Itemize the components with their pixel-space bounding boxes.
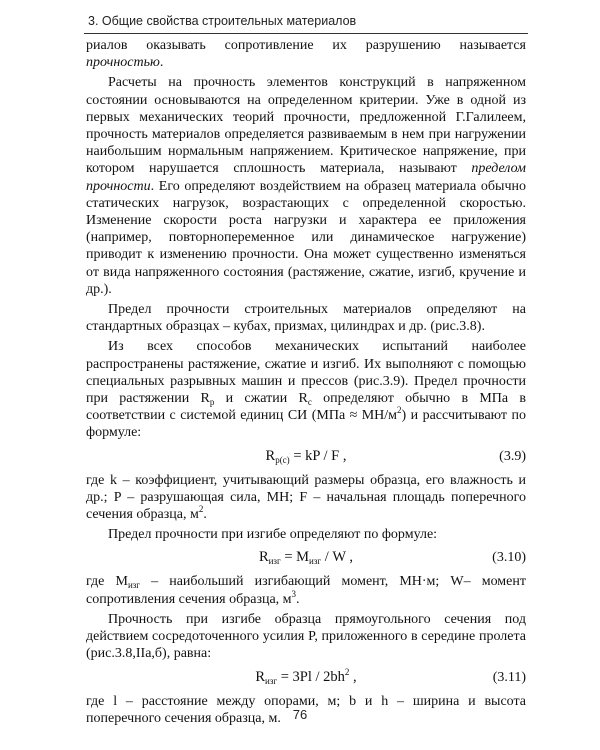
paragraph-3: Предел прочности строительных материалов определяют на стандартных образцах – кубах, призмах, цилиндрах и др. (рис.3.8). xyxy=(86,302,526,335)
paragraph-4 xyxy=(86,338,526,441)
formula-3-9-r: R xyxy=(265,447,276,464)
paragraph-5 xyxy=(86,472,526,524)
paragraph-5-sup: 2 xyxy=(198,504,204,515)
formula-3-9-expression xyxy=(86,448,526,465)
page-body xyxy=(86,37,526,727)
formula-3-11-tail: , xyxy=(349,668,357,685)
paragraph-7-sup: 3 xyxy=(291,588,297,599)
paragraph-5-part-b: . xyxy=(203,507,207,523)
paragraph-1-tail: . xyxy=(159,55,164,71)
page-number: 76 xyxy=(292,707,308,722)
term-ultimate-strength: пределом прочности xyxy=(86,161,526,194)
running-header: 3. Общие свойства строительных материалов xyxy=(88,14,357,28)
formula-3-11-sub: изг xyxy=(265,675,278,686)
paragraph-4-part-d: ) и рассчитывают по формуле: xyxy=(86,408,526,441)
formula-3-10-number: (3.10) xyxy=(492,550,526,566)
formula-3-11-expression xyxy=(86,666,526,686)
formula-3-10-r: R xyxy=(258,549,269,566)
paragraph-4-part-a: Из всех способов механических испытаний наиболее распространены растяжение, сжатие и изгиб. Их выполняют с помощью специальных разрывных машин и прессов (рис.3.9). Предел прочности при растяжении xyxy=(86,339,526,407)
term-strength: прочностью xyxy=(86,55,160,71)
header-rule xyxy=(84,33,528,34)
paragraph-7-sub: изг xyxy=(127,580,141,591)
paragraph-4-part-b: и сжатии xyxy=(214,391,299,407)
formula-3-10 xyxy=(86,546,526,570)
paragraph-7 xyxy=(86,573,526,607)
formula-3-10-mid: = M xyxy=(280,549,310,566)
formula-3-11-number: (3.11) xyxy=(492,669,526,685)
formula-3-10-rhs: / W , xyxy=(321,549,354,566)
paragraph-2 xyxy=(86,74,526,298)
paragraph-1 xyxy=(86,37,526,71)
formula-3-9-rhs: = kP / F , xyxy=(289,447,347,464)
paragraph-7-part-c: . xyxy=(296,591,300,607)
formula-3-11-sup: 2 xyxy=(344,666,350,677)
paragraph-6: Предел прочности при изгибе определяют по формуле: xyxy=(108,527,438,543)
paragraph-9: где l – расстояние между опорами, м; b и h – ширина и высота поперечного сечения образца, м. xyxy=(86,693,526,726)
formula-3-11-r: R xyxy=(255,668,266,685)
paragraph-5-part-a: где k – коэффициент, учитывающий размеры образца, его влажность и др.; P – разрушающая сила, МН; F – начальная площадь поперечного сечения образца, м xyxy=(86,472,526,523)
paragraph-4-part-c: определяют обычно в МПа в соответствии с системой единиц СИ (МПа ≈ МН/м xyxy=(86,391,527,424)
paragraph-7-part-b: – наибольший изгибающий момент, МН·м; W– момент сопротивления сечения образца, м xyxy=(86,574,526,607)
superscript-2: 2 xyxy=(397,405,402,416)
formula-3-10-sub: изг xyxy=(268,556,281,567)
paragraph-1-text: риалов оказывать сопротивление их разрушению называется xyxy=(86,38,526,53)
symbol-r-compression: R xyxy=(298,391,308,407)
paragraph-7-part-a: где M xyxy=(86,574,128,590)
formula-3-9-sub: р(с) xyxy=(275,454,290,465)
formula-3-9 xyxy=(86,445,526,469)
formula-3-10-expression xyxy=(86,549,526,566)
subscript-c: с xyxy=(307,397,312,408)
formula-3-10-sub2: изг xyxy=(309,556,322,567)
paragraph-2-part-b: . Его определяют воздействием на образец материала обычно статических нагрузок, возрастающих с определенной скоростью. Изменение скорости роста нагрузки и характера ее приложения (например, повторнопеременное или динамическое нагружение) приводит к изменению прочности. Она может существенно изменяться от вида напряженного состояния (растяжение, сжатие, изгиб, кручение и др.). xyxy=(86,178,526,297)
formula-3-9-number: (3.9) xyxy=(499,448,526,464)
formula-3-11-rhs: = 3Pl / 2bh xyxy=(277,668,345,685)
formula-3-11 xyxy=(86,666,526,690)
paragraph-8: Прочность при изгибе образца прямоугольного сечения под действием сосредоточенного усилия P, приложенного в середине пролета (рис.3.8,IIа,б), равна: xyxy=(86,611,526,662)
subscript-p: р xyxy=(209,397,215,408)
paragraph-2-part-a: Расчеты на прочность элементов конструкций в напряженном состоянии основываются на определенном критерии. Уже в одной из первых механических теорий прочности, предложенной Г.Галилеем, прочность материалов определяется развиваемым в нем при нагружении наибольшим нормальным напряжением. Критическое напряжение, при котором нарушается сплошность материала, называют xyxy=(86,75,526,177)
symbol-r-tension: R xyxy=(200,391,210,407)
